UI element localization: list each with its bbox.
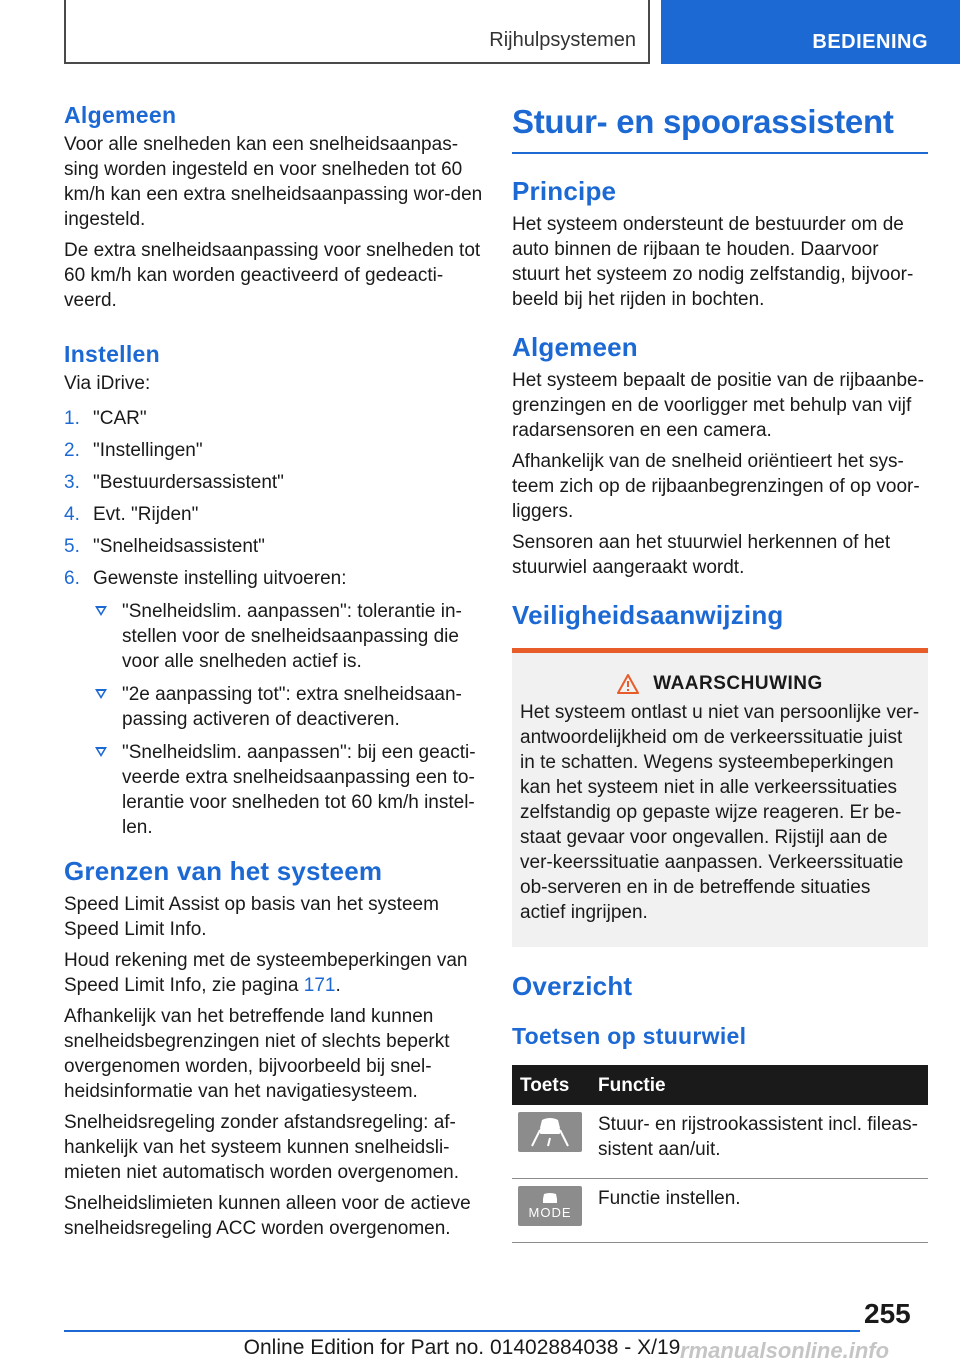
paragraph-text: .	[335, 975, 341, 996]
warning-title: WAARSCHUWING	[653, 673, 823, 694]
step-number: 6.	[64, 568, 80, 589]
settings-bullet-list	[93, 599, 484, 840]
paragraph: Speed Limit Assist op basis van het systeem Speed Limit Info.	[64, 894, 439, 940]
heading-algemeen: Algemeen	[512, 332, 638, 362]
list-item	[64, 534, 484, 559]
column-header-key: Toets	[512, 1065, 590, 1105]
footer-divider	[64, 1330, 860, 1332]
warning-text: Het systeem ontlast u niet van persoonlijke ver-antwoordelijkheid om de verkeerssituatie juist in te schatten. Wegens systeembeperkingen kan het systeem niet in alle verkeerssituaties zelfstandig op gepaste wijze reageren. Er be-staat gevaar voor ongevallen. Rijstijl aan de ver-keerssituatie aanpassen. Verkeerssituatie ob-serveren en in de betreffende situaties actief ingrijpen.	[520, 702, 920, 923]
paragraph: Afhankelijk van het betreffende land kunnen snelheidsbegrenzingen niet of slechts beperkt overgenomen worden, bijvoorbeeld bij snel-heidsinformatie van het navigatiesysteem.	[64, 1006, 450, 1102]
list-item	[64, 438, 484, 463]
table-header-row	[512, 1065, 928, 1105]
table-row	[512, 1105, 928, 1179]
function-cell: Stuur- en rijstrookassistent incl. fileas-sistent aan/uit.	[590, 1105, 928, 1179]
heading-main: Stuur- en spoorassistent	[512, 100, 928, 154]
paragraph: Via iDrive:	[64, 373, 151, 394]
mode-button-label: MODE	[528, 1205, 572, 1220]
step-number: 2.	[64, 440, 80, 461]
heading-instellen: Instellen	[64, 341, 161, 367]
bullet-triangle-icon	[95, 689, 107, 699]
left-column	[64, 100, 484, 1247]
function-cell: Functie instellen.	[590, 1179, 928, 1243]
step-text: "Bestuurdersassistent"	[93, 472, 284, 493]
bullet-triangle-icon	[95, 606, 107, 616]
warning-triangle-icon	[617, 674, 639, 694]
heading-grenzen: Grenzen van het systeem	[64, 856, 383, 886]
heading-toetsen: Toetsen op stuurwiel	[512, 1023, 747, 1049]
footer-edition: Online Edition for Part no. 01402884038 - X/19	[243, 1336, 681, 1359]
paragraph: Snelheidslimieten kunnen alleen voor de actieve snelheidsregeling ACC worden overgenomen.	[64, 1193, 471, 1239]
step-number: 4.	[64, 504, 80, 525]
heading-veiligheid: Veiligheidsaanwijzing	[512, 600, 784, 630]
paragraph-text: Houd rekening met de systeembeperkingen van Speed Limit Info, zie pagina	[64, 950, 468, 996]
paragraph: Het systeem ondersteunt de bestuurder om de auto binnen de rijbaan te houden. Daarvoor stuurt het systeem zo nodig zelfstandig, bijvoor-beeld bij het rijden in bochten.	[512, 214, 914, 310]
paragraph: Het systeem bepaalt de positie van de rijbaanbe-grenzingen en de voorligger met behulp van vijf radarsensoren en een camera.	[512, 370, 924, 441]
step-text: "Snelheidsassistent"	[93, 536, 265, 557]
watermark: rmanualsonline.info	[680, 1338, 890, 1362]
step-number: 3.	[64, 472, 80, 493]
lane-assist-icon	[526, 1116, 574, 1148]
heading-algemeen: Algemeen	[64, 102, 177, 128]
step-text: "CAR"	[93, 408, 147, 429]
right-column	[512, 100, 928, 1243]
lane-assist-button[interactable]	[518, 1112, 582, 1152]
list-item	[64, 470, 484, 495]
heading-overzicht: Overzicht	[512, 971, 633, 1001]
heading-principe: Principe	[512, 176, 617, 206]
header-section-box	[64, 0, 650, 64]
step-text: Gewenste instelling uitvoeren:	[93, 568, 347, 589]
page-link[interactable]: 171	[303, 975, 336, 996]
paragraph: Sensoren aan het stuurwiel herkennen of het stuurwiel aangeraakt wordt.	[512, 532, 891, 578]
header-chapter-title: BEDIENING	[812, 31, 928, 53]
list-item	[93, 682, 484, 732]
list-item	[64, 502, 484, 527]
bullet-text: "Snelheidslim. aanpassen": bij een geacti-veerde extra snelheidsaanpassing een to-lerantie voor snelheden tot 60 km/h instel-len.	[122, 742, 476, 838]
header-chapter-box	[661, 0, 960, 64]
steps-list	[64, 406, 484, 840]
paragraph: Snelheidsregeling zonder afstandsregeling: af-hankelijk van het systeem kunnen snelheidsli-mieten niet automatisch worden overgenomen.	[64, 1112, 460, 1183]
paragraph	[64, 948, 484, 998]
table-row	[512, 1179, 928, 1243]
mode-button-icon	[536, 1192, 564, 1206]
step-number: 5.	[64, 536, 80, 557]
mode-button[interactable]	[518, 1186, 582, 1226]
step-text: "Instellingen"	[93, 440, 203, 461]
key-cell	[512, 1105, 590, 1179]
step-text: Evt. "Rijden"	[93, 504, 199, 525]
paragraph: De extra snelheidsaanpassing voor snelheden tot 60 km/h kan worden geactiveerd of gedeacti-veerd.	[64, 240, 481, 311]
warning-box	[512, 648, 928, 947]
bullet-triangle-icon	[95, 747, 107, 757]
header-section-title: Rijhulpsystemen	[489, 29, 636, 51]
bullet-text: "2e aanpassing tot": extra snelheidsaan-passing activeren of deactiveren.	[122, 684, 462, 730]
step-number: 1.	[64, 408, 80, 429]
warning-header	[520, 671, 920, 696]
list-item	[64, 566, 484, 840]
list-item	[64, 406, 484, 431]
paragraph: Afhankelijk van de snelheid oriëntieert het sys-teem zich op de rijbaanbegrenzingen of op voor-liggers.	[512, 451, 920, 522]
keys-table	[512, 1065, 928, 1243]
list-item	[93, 599, 484, 674]
column-header-function: Functie	[590, 1065, 928, 1105]
list-item	[93, 740, 484, 840]
bullet-text: "Snelheidslim. aanpassen": tolerantie in-stellen voor de snelheidsaanpassing die voor alle snelheden actief is.	[122, 601, 462, 672]
key-cell	[512, 1179, 590, 1243]
page-number: 255	[864, 1298, 911, 1329]
paragraph: Voor alle snelheden kan een snelheidsaanpas-sing worden ingesteld en voor snelheden tot 60 km/h kan een extra snelheidsaanpassing wor-den ingesteld.	[64, 134, 483, 230]
